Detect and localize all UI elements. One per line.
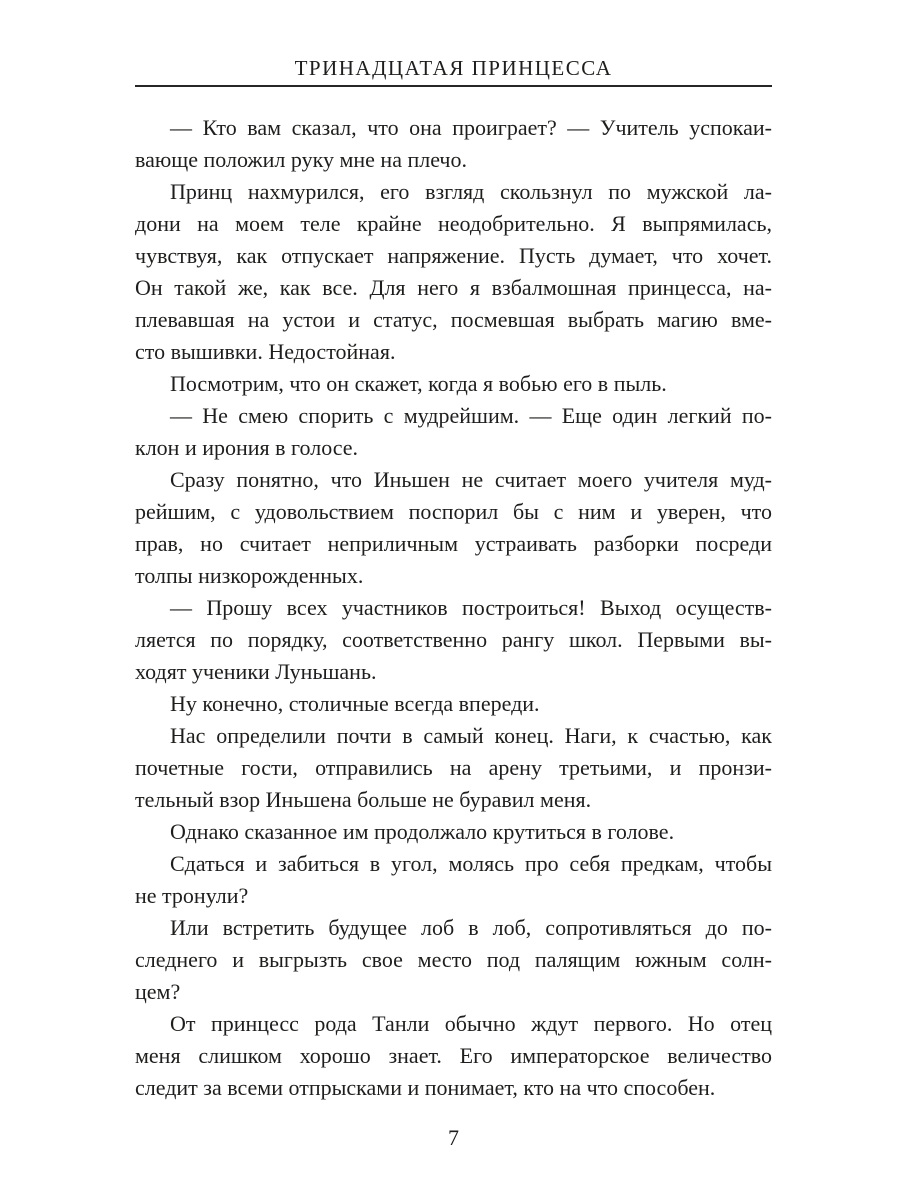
paragraph — [135, 688, 772, 720]
paragraph — [135, 112, 772, 176]
text-line: Сдаться и забиться в угол, молясь про себя предкам, чтобы — [170, 851, 772, 876]
running-title: ТРИНАДЦАТАЯ ПРИНЦЕССА — [294, 56, 613, 80]
page-footer — [135, 1124, 772, 1152]
paragraph — [135, 912, 772, 1008]
text-line: сто вышивки. Недостойная. — [135, 339, 396, 364]
text-line: прав, но считает неприличным устраивать разборки посреди — [135, 531, 772, 556]
text-block — [135, 112, 772, 1104]
paragraph — [135, 720, 772, 816]
text-line: Нас определили почти в самый конец. Наги, к счастью, как — [170, 723, 772, 748]
text-line: меня слишком хорошо знает. Его императорское величество — [135, 1043, 772, 1068]
text-line: толпы низкорожденных. — [135, 563, 364, 588]
text-line: плевавшая на устои и статус, посмевшая выбрать магию вме- — [135, 307, 772, 332]
text-line: — Кто вам сказал, что она проиграет? — Учитель успокаи- — [170, 115, 772, 140]
text-line: цем? — [135, 979, 181, 1004]
text-line: — Прошу всех участников построиться! Выход осуществ- — [170, 595, 772, 620]
text-line: рейшим, с удовольствием поспорил бы с ним и уверен, что — [135, 499, 772, 524]
text-line: не тронули? — [135, 883, 249, 908]
text-line: — Не смею спорить с мудрейшим. — Еще один легкий по- — [170, 403, 772, 428]
paragraph — [135, 1008, 772, 1104]
text-line: вающе положил руку мне на плечо. — [135, 147, 467, 172]
text-line: Или встретить будущее лоб в лоб, сопротивляться до по- — [170, 915, 772, 940]
paragraph — [135, 592, 772, 688]
text-line: клон и ирония в голосе. — [135, 435, 359, 460]
header-rule — [135, 85, 772, 87]
text-line: тельный взор Иньшена больше не буравил меня. — [135, 787, 592, 812]
text-line: Принц нахмурился, его взгляд скользнул по мужской ла- — [170, 179, 772, 204]
text-line: Он такой же, как все. Для него я взбалмошная принцесса, на- — [135, 275, 772, 300]
paragraph — [135, 368, 772, 400]
paragraph — [135, 464, 772, 592]
paragraph — [135, 848, 772, 912]
text-line: От принцесс рода Танли обычно ждут первого. Но отец — [170, 1011, 772, 1036]
paragraph — [135, 400, 772, 464]
text-line: ходят ученики Луньшань. — [135, 659, 377, 684]
page-header — [135, 56, 772, 87]
text-line: следнего и выгрызть свое место под палящим южным солн- — [135, 947, 772, 972]
text-line: Посмотрим, что он скажет, когда я вобью его в пыль. — [170, 371, 667, 396]
text-line: ляется по порядку, соответственно рангу школ. Первыми вы- — [135, 627, 772, 652]
paragraph — [135, 176, 772, 368]
text-line: Сразу понятно, что Иньшен не считает моего учителя муд- — [170, 467, 772, 492]
text-line: чувствуя, как отпускает напряжение. Пусть думает, что хочет. — [135, 243, 772, 268]
text-line: Однако сказанное им продолжало крутиться в голове. — [170, 819, 675, 844]
text-line: дони на моем теле крайне неодобрительно. Я выпрямилась, — [135, 211, 772, 236]
text-line: следит за всеми отпрысками и понимает, кто на что способен. — [135, 1075, 716, 1100]
text-line: Ну конечно, столичные всегда впереди. — [170, 691, 540, 716]
text-line: почетные гости, отправились на арену третьими, и пронзи- — [135, 755, 772, 780]
paragraph — [135, 816, 772, 848]
page-number: 7 — [448, 1125, 459, 1150]
